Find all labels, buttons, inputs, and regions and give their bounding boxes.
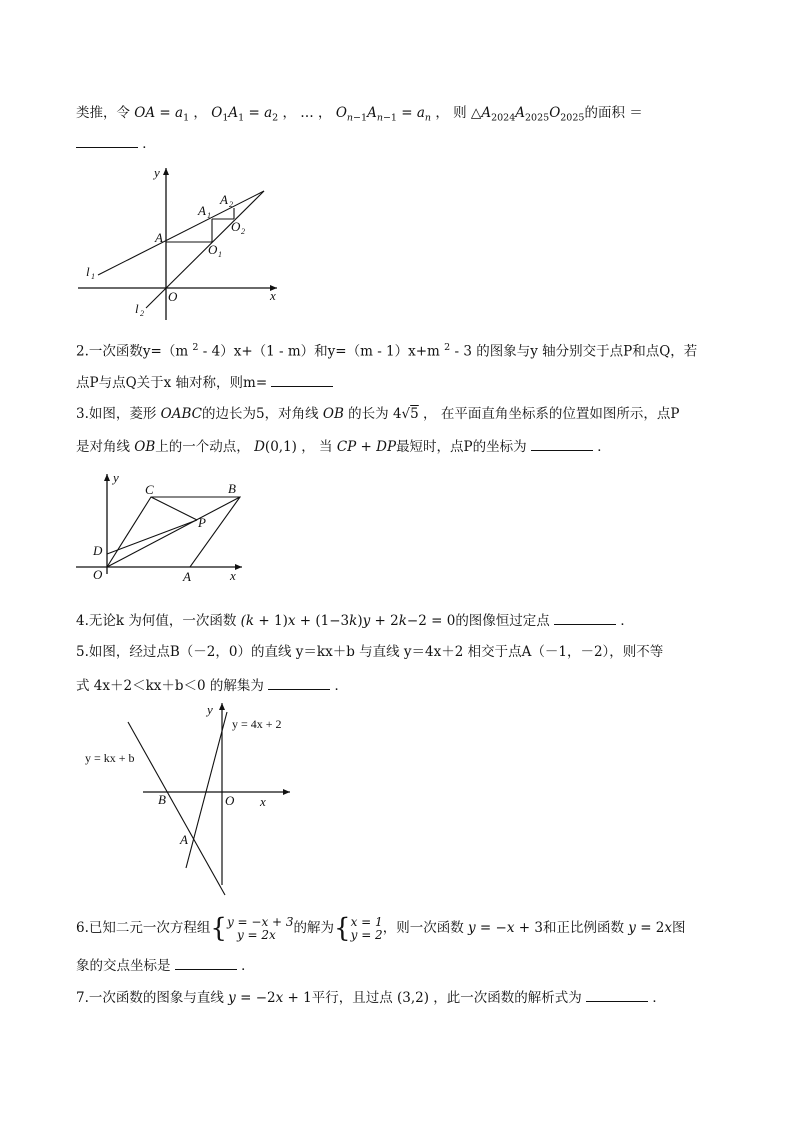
point-o: O <box>168 289 178 304</box>
svg-text:1: 1 <box>218 250 222 259</box>
figure-2 <box>70 468 250 588</box>
answer-blank-4[interactable] <box>554 610 616 625</box>
y-axis-label-2: y <box>113 470 119 485</box>
x-axis-label-3: x <box>260 794 266 809</box>
svg-text:2: 2 <box>140 309 144 318</box>
x-axis-label-2: x <box>230 568 236 583</box>
point-d: D <box>93 543 103 558</box>
q1-line2: ． <box>76 133 156 154</box>
q7-line: 7.一次函数的图象与直线 y = −2x + 1平行，且过点 (3,2) ，此一次函数的解析式为 ． <box>76 987 666 1008</box>
point-a-2: A <box>183 569 191 584</box>
svg-text:2: 2 <box>241 227 245 236</box>
x-axis-label: x <box>270 288 276 303</box>
answer-blank-7[interactable] <box>586 987 648 1002</box>
point-p: P <box>198 515 206 530</box>
line-l2-label: l <box>135 301 139 316</box>
q5-line1: 5.如图，经过点B（－2，0）的直线 y＝kx＋b 与直线 y＝4x＋2 相交于点A（－1，－2），则不等 <box>76 644 664 660</box>
svg-text:1: 1 <box>91 272 95 281</box>
q4-line: 4.无论k 为何值，一次函数 (k + 1)x + (1−3k)y + 2k−2 = 0的图像恒过定点 ． <box>76 610 634 631</box>
point-o-2: O <box>93 567 103 582</box>
point-b-3: B <box>158 792 166 807</box>
point-b: B <box>228 481 236 496</box>
q3-line1: 3.如图，菱形 OABC的边长为5，对角线 OB 的长为 4√5 ， 在平面直角坐标系的位置如图所示，点P <box>76 406 680 422</box>
q3-line2: 是对角线 OB上的一个动点， D(0,1) ， 当 CP + DP最短时，点P的坐标为 ． <box>76 436 611 457</box>
answer-blank-2[interactable] <box>271 372 333 387</box>
y-axis-label: y <box>154 165 160 180</box>
q1-line1: 类推，令 OA = $a_1$ ， $O_1A_1 = a_2$ ， … ， $O_{n-1}A_{n-1} = a_n$ ， 则 $\triangle A_{2024}A_{2025}O_{2025}$的面积 ＝ <box>76 105 643 124</box>
point-a2: A <box>220 192 228 207</box>
svg-text:1: 1 <box>207 211 211 220</box>
q2-line1: 2.一次函数y=（m $^2$ - 4）x+（1 - m）和y=（m - 1）x+m $^2$ - 3 的图象与y 轴分别交于点P和点Q，若 <box>76 342 698 360</box>
q6-line1: 6.已知二元一次方程组{y = −x + 3 y = 2x 的解为{x = 1 y = 2，则一次函数 y = −x + 3和正比例函数 y = 2x图 <box>76 913 686 944</box>
q2-line2: 点P与点Q关于x 轴对称，则m= <box>76 372 333 393</box>
svg-text:2: 2 <box>229 200 233 209</box>
figure-1 <box>70 158 290 328</box>
line-l1-label: l <box>86 264 90 279</box>
answer-blank-5[interactable] <box>268 675 330 690</box>
answer-blank-1[interactable] <box>76 133 138 148</box>
y-axis-label-3: y <box>207 702 213 717</box>
point-a1: A <box>198 203 206 218</box>
point-o-3: O <box>225 793 235 808</box>
point-o1: O <box>208 242 218 257</box>
point-a-3: A <box>180 832 188 847</box>
answer-blank-6[interactable] <box>175 955 237 970</box>
point-c: C <box>145 482 154 497</box>
point-a: A <box>155 230 163 245</box>
point-o2: O <box>231 219 241 234</box>
eq-label-kxb: y = kx + b <box>85 751 135 765</box>
answer-blank-3[interactable] <box>531 436 593 451</box>
eq-label-4x2: y = 4x + 2 <box>232 717 282 731</box>
q5-line2: 式 4x＋2＜kx＋b＜0 的解集为 ． <box>76 675 348 696</box>
q6-line2: 象的交点坐标是 ． <box>76 955 255 976</box>
figure-3 <box>80 700 310 900</box>
